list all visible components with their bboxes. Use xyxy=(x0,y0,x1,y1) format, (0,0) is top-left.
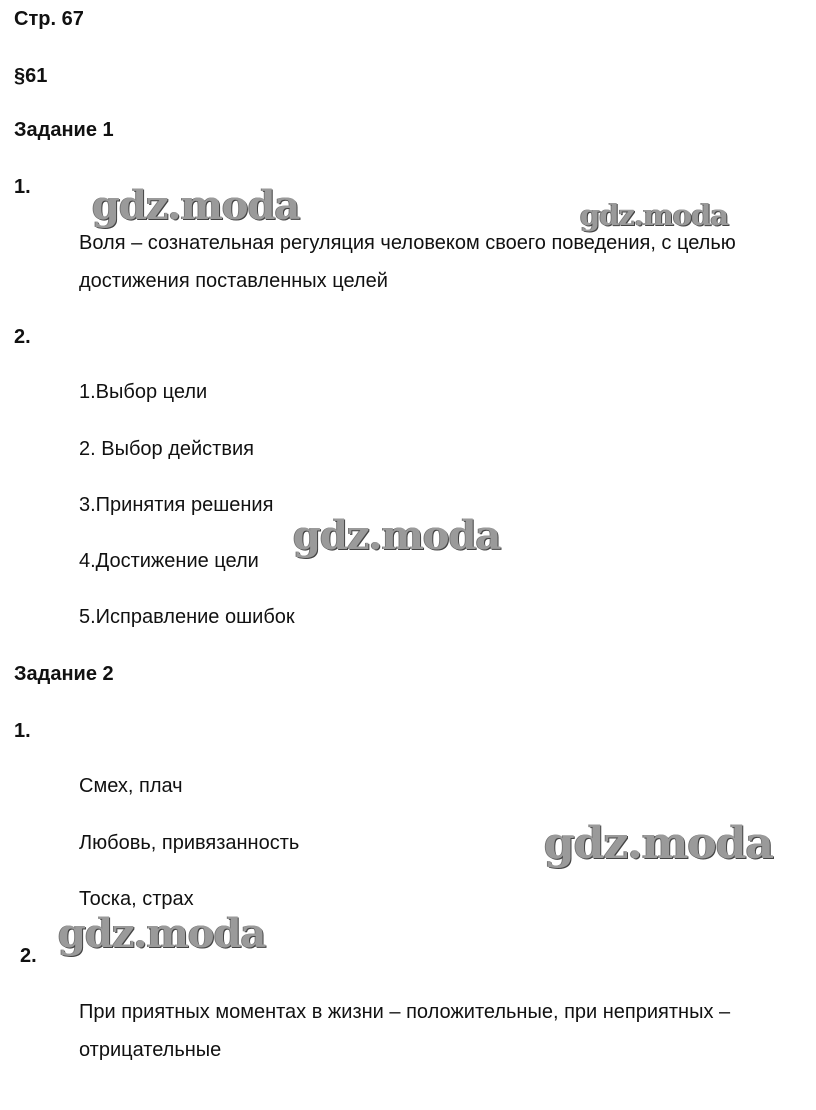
page-number: Стр. 67 xyxy=(14,8,84,30)
task-2-question-1-number: 1. xyxy=(14,720,31,742)
watermark-logo: gdz.moda xyxy=(544,818,774,869)
task-1-answer-1-line-2: достижения поставленных целей xyxy=(79,270,388,292)
task-2-title: Задание 2 xyxy=(14,663,114,685)
task-1-answer-1-line-1: Воля – сознательная регуляция человеком своего поведения, с целью xyxy=(79,232,736,254)
task-1-question-2-number: 2. xyxy=(14,326,31,348)
task-1-step-3: 3.Принятия решения xyxy=(79,494,274,516)
task-2-question-2-number: 2. xyxy=(20,945,37,967)
task-1-question-1-number: 1. xyxy=(14,176,31,198)
task-2-answer-2-line-1: При приятных моментах в жизни – положительные, при неприятных – xyxy=(79,1001,731,1023)
section-number: §61 xyxy=(14,65,48,87)
task-2-answer-1-item-2: Любовь, привязанность xyxy=(79,832,300,854)
watermark-logo: gdz.moda xyxy=(580,198,729,232)
task-1-step-2: 2. Выбор действия xyxy=(79,438,254,460)
task-2-answer-1-item-3: Тоска, страх xyxy=(79,888,194,910)
task-1-step-4: 4.Достижение цели xyxy=(79,550,259,572)
task-2-answer-1-item-1: Смех, плач xyxy=(79,775,183,797)
watermark-logo: gdz.moda xyxy=(293,512,501,559)
task-1-title: Задание 1 xyxy=(14,119,114,141)
watermark-logo: gdz.moda xyxy=(58,910,266,957)
watermark-logo: gdz.moda xyxy=(92,182,300,229)
task-2-answer-2-line-2: отрицательные xyxy=(79,1039,222,1061)
task-1-step-1: 1.Выбор цели xyxy=(79,381,208,403)
task-1-step-5: 5.Исправление ошибок xyxy=(79,606,295,628)
